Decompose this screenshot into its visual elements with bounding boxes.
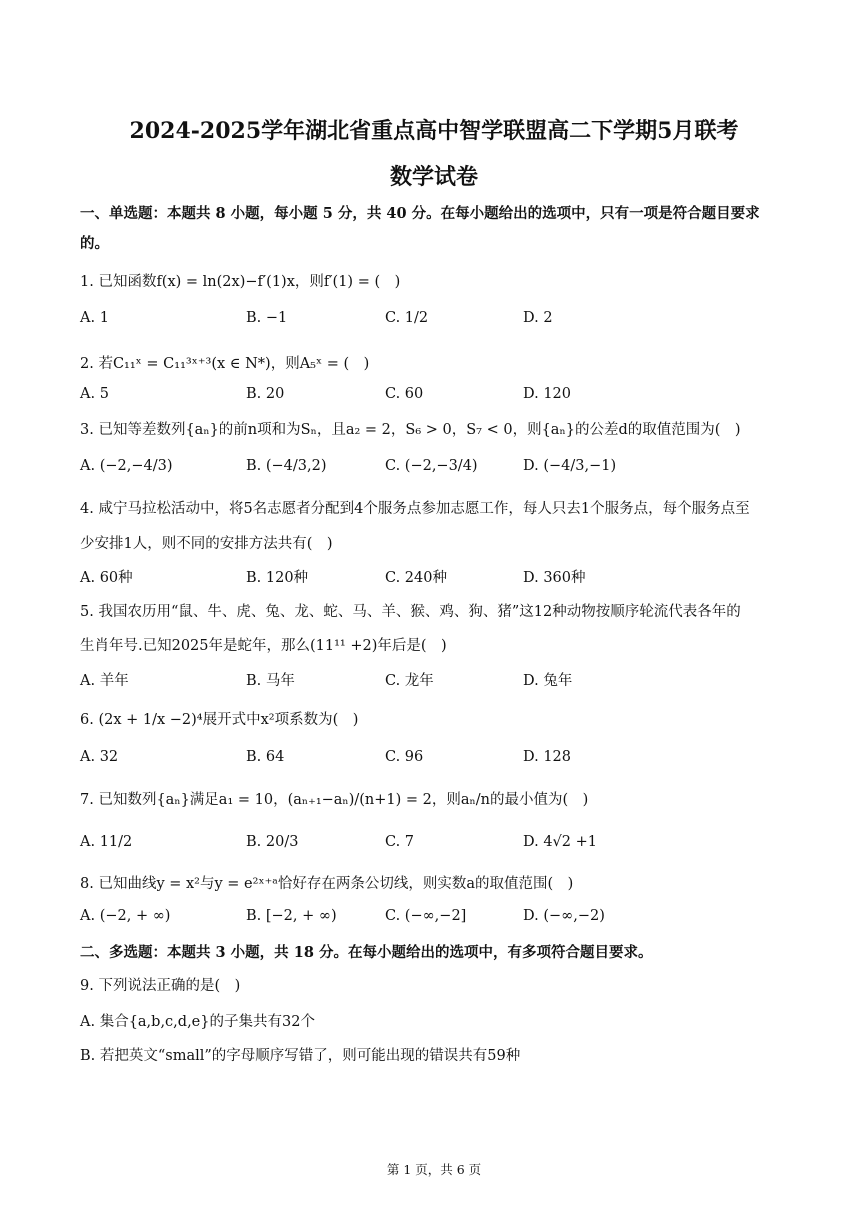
option-d: D. 360种 <box>523 570 586 586</box>
question-2-stem: 2. 若C₁₁ˣ = C₁₁³ˣ⁺³(x ∈ N*)，则A₅ˣ = ( ) <box>80 356 370 372</box>
question-5-stem-line-1: 5. 我国农历用“鼠、牛、虎、兔、龙、蛇、马、羊、猴、鸡、狗、猪”这12种动物按顺序轮流代表各年的 <box>80 604 741 620</box>
question-7-options <box>80 834 795 862</box>
section-1-line-1: 一、单选题：本题共 8 小题，每小题 5 分，共 40 分。在每小题给出的选项中，只有一项是符合题目要求 <box>80 205 760 222</box>
exam-title: 2024-2025学年湖北省重点高中智学联盟高二下学期5月联考 <box>129 118 739 144</box>
option-b: B. −1 <box>246 310 288 326</box>
section-1-line-2: 的。 <box>80 235 109 252</box>
question-1-options <box>80 310 795 338</box>
question-3-options <box>80 458 795 486</box>
option-b: B. 20/3 <box>246 834 299 850</box>
option-b: B. [−2, + ∞) <box>246 908 337 924</box>
option-b: B. 120种 <box>246 570 309 586</box>
page-footer: 第 1 页，共 6 页 <box>386 1162 482 1177</box>
exam-subtitle: 数学试卷 <box>389 164 478 190</box>
option-d: D. 4√2 +1 <box>523 834 598 850</box>
option-a: A. 5 <box>80 386 109 402</box>
question-9-stem: 9. 下列说法正确的是( ) <box>80 978 241 994</box>
question-1-stem: 1. 已知函数f(x) = ln(2x)−f′(1)x，则f′(1) = ( ) <box>80 274 401 290</box>
option-d: D. 128 <box>523 749 572 765</box>
question-7-stem: 7. 已知数列{aₙ}满足a₁ = 10，(aₙ₊₁−aₙ)/(n+1) = 2，则aₙ/n的最小值为( ) <box>80 792 589 808</box>
option-c: C. (−2,−3/4) <box>385 458 478 474</box>
option-b: B. 20 <box>246 386 285 402</box>
question-9-option-b: B. 若把英文“small”的字母顺序写错了，则可能出现的错误共有59种 <box>80 1048 521 1064</box>
question-4-options <box>80 566 795 594</box>
option-a: A. 11/2 <box>80 834 133 850</box>
option-d: D. 2 <box>523 310 553 326</box>
option-a: A. (−2,−4/3) <box>80 458 173 474</box>
option-d: D. 兔年 <box>523 673 573 689</box>
option-a: A. (−2, + ∞) <box>80 908 171 924</box>
section-1-heading <box>80 199 800 259</box>
option-a: A. 1 <box>80 310 109 326</box>
question-5-stem-line-2: 生肖年号.已知2025年是蛇年，那么(11¹¹ +2)年后是( ) <box>80 638 447 654</box>
question-4-stem-line-1: 4. 咸宁马拉松活动中，将5名志愿者分配到4个服务点参加志愿工作，每人只去1个服务点，每个服务点至 <box>80 501 750 517</box>
option-d: D. (−4/3,−1) <box>523 458 617 474</box>
question-8-options <box>80 908 795 936</box>
option-c: C. (−∞,−2] <box>385 908 467 924</box>
option-c: C. 60 <box>385 386 424 402</box>
option-b: B. 64 <box>246 749 285 765</box>
question-3-stem: 3. 已知等差数列{aₙ}的前n项和为Sₙ，且a₂ = 2，S₆ > 0，S₇ < 0，则{aₙ}的公差d的取值范围为( ) <box>80 422 741 438</box>
option-a: A. 32 <box>80 749 119 765</box>
question-8-stem: 8. 已知曲线y = x²与y = e²ˣ⁺ᵃ恰好存在两条公切线，则实数a的取值范围( ) <box>80 876 574 892</box>
option-b: B. 马年 <box>246 673 295 689</box>
option-c: C. 240种 <box>385 570 447 586</box>
question-4-stem-line-2: 少安排1人，则不同的安排方法共有( ) <box>80 536 333 552</box>
option-d: D. (−∞,−2) <box>523 908 605 924</box>
option-a: A. 60种 <box>80 570 133 586</box>
question-9-option-a: A. 集合{a,b,c,d,e}的子集共有32个 <box>80 1014 315 1030</box>
option-c: C. 7 <box>385 834 415 850</box>
option-b: B. (−4/3,2) <box>246 458 327 474</box>
option-a: A. 羊年 <box>80 673 129 689</box>
option-d: D. 120 <box>523 386 572 402</box>
option-c: C. 96 <box>385 749 424 765</box>
question-6-stem: 6. (2x + 1/x −2)⁴展开式中x²项系数为( ) <box>80 712 359 728</box>
question-6-options <box>80 749 795 777</box>
question-5-options <box>80 669 795 697</box>
question-2-options <box>80 386 795 414</box>
option-c: C. 1/2 <box>385 310 429 326</box>
section-2-heading: 二、多选题：本题共 3 小题，共 18 分。在每小题给出的选项中，有多项符合题目要求。 <box>80 944 653 961</box>
option-c: C. 龙年 <box>385 673 434 689</box>
